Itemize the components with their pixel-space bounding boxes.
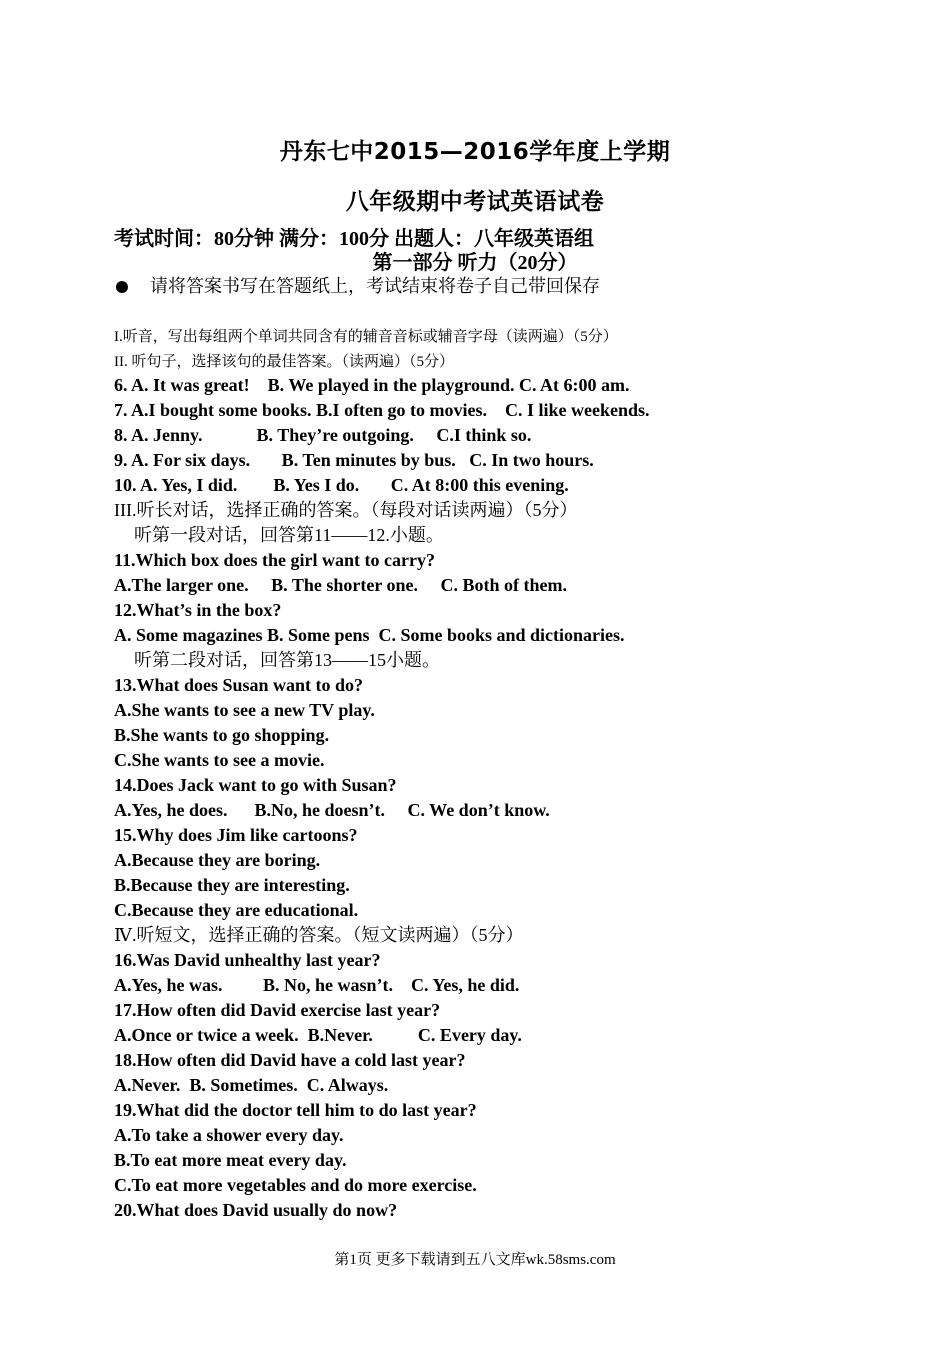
question-line: A.Yes, he was. B. No, he wasn’t. C. Yes, he did.: [114, 975, 520, 995]
question-line: A.Never. B. Sometimes. C. Always.: [114, 1075, 389, 1095]
section-4-heading: Ⅳ.听短文，选择正确的答案。（短文读两遍）（5分）: [114, 925, 524, 945]
exam-info: 考试时间：80分钟 满分：100分 出题人：八年级英语组: [114, 228, 594, 250]
dialogue-instruction: 听第二段对话，回答第13——15小题。: [134, 650, 440, 670]
question-line: A. Some magazines B. Some pens C. Some books and dictionaries.: [114, 625, 625, 645]
page-footer: 第1页 更多下载请到五八文库wk.58sms.com: [334, 1252, 616, 1268]
question-line: 8. A. Jenny. B. They’re outgoing. C.I think so.: [114, 425, 532, 445]
question-line: 15.Why does Jim like cartoons?: [114, 825, 358, 845]
question-line: 16.Was David unhealthy last year?: [114, 950, 381, 970]
question-line: C.She wants to see a movie.: [114, 750, 325, 770]
section-1-heading: I.听音，写出每组两个单词共同含有的辅音音标或辅音字母（读两遍）（5分）: [114, 329, 618, 345]
section-3-heading: III.听长对话，选择正确的答案。（每段对话读两遍）（5分）: [114, 500, 578, 520]
bullet-icon: [116, 281, 128, 293]
question-line: 10. A. Yes, I did. B. Yes I do. C. At 8:00 this evening.: [114, 475, 569, 495]
question-line: 7. A.I bought some books. B.I often go to movies. C. I like weekends.: [114, 400, 650, 420]
question-line: A.The larger one. B. The shorter one. C. Both of them.: [114, 575, 567, 595]
question-line: 19.What did the doctor tell him to do last year?: [114, 1100, 477, 1120]
question-line: 9. A. For six days. B. Ten minutes by bus. C. In two hours.: [114, 450, 594, 470]
question-line: A.Yes, he does. B.No, he doesn’t. C. We don’t know.: [114, 800, 550, 820]
exam-subtitle: 八年级期中考试英语试卷: [345, 189, 605, 215]
notice: [114, 272, 600, 298]
question-line: 13.What does Susan want to do?: [114, 675, 364, 695]
question-line: B.She wants to go shopping.: [114, 725, 330, 745]
question-line: 6. A. It was great! B. We played in the playground. C. At 6:00 am.: [114, 375, 630, 395]
question-line: 17.How often did David exercise last year?: [114, 1000, 441, 1020]
question-line: 11.Which box does the girl want to carry?: [114, 550, 435, 570]
part-title: 第一部分 听力（20分）: [372, 252, 578, 274]
section-2-heading: II. 听句子，选择该句的最佳答案。（读两遍）（5分）: [114, 354, 454, 370]
dialogue-instruction: 听第一段对话，回答第11——12.小题。: [134, 525, 444, 545]
question-line: A.Once or twice a week. B.Never. C. Every day.: [114, 1025, 522, 1045]
question-line: A.She wants to see a new TV play.: [114, 700, 375, 720]
exam-title: 丹东七中2015—2016学年度上学期: [279, 139, 671, 165]
question-line: 20.What does David usually do now?: [114, 1200, 398, 1220]
notice-text: 请将答案书写在答题纸上，考试结束将卷子自己带回保存: [150, 276, 600, 296]
question-line: C.Because they are educational.: [114, 900, 359, 920]
question-line: 14.Does Jack want to go with Susan?: [114, 775, 397, 795]
question-line: A.Because they are boring.: [114, 850, 321, 870]
question-line: 18.How often did David have a cold last year?: [114, 1050, 466, 1070]
question-line: A.To take a shower every day.: [114, 1125, 344, 1145]
question-line: B.To eat more meat every day.: [114, 1150, 347, 1170]
question-line: 12.What’s in the box?: [114, 600, 282, 620]
question-line: C.To eat more vegetables and do more exercise.: [114, 1175, 477, 1195]
question-list: [114, 373, 874, 1223]
question-line: B.Because they are interesting.: [114, 875, 350, 895]
